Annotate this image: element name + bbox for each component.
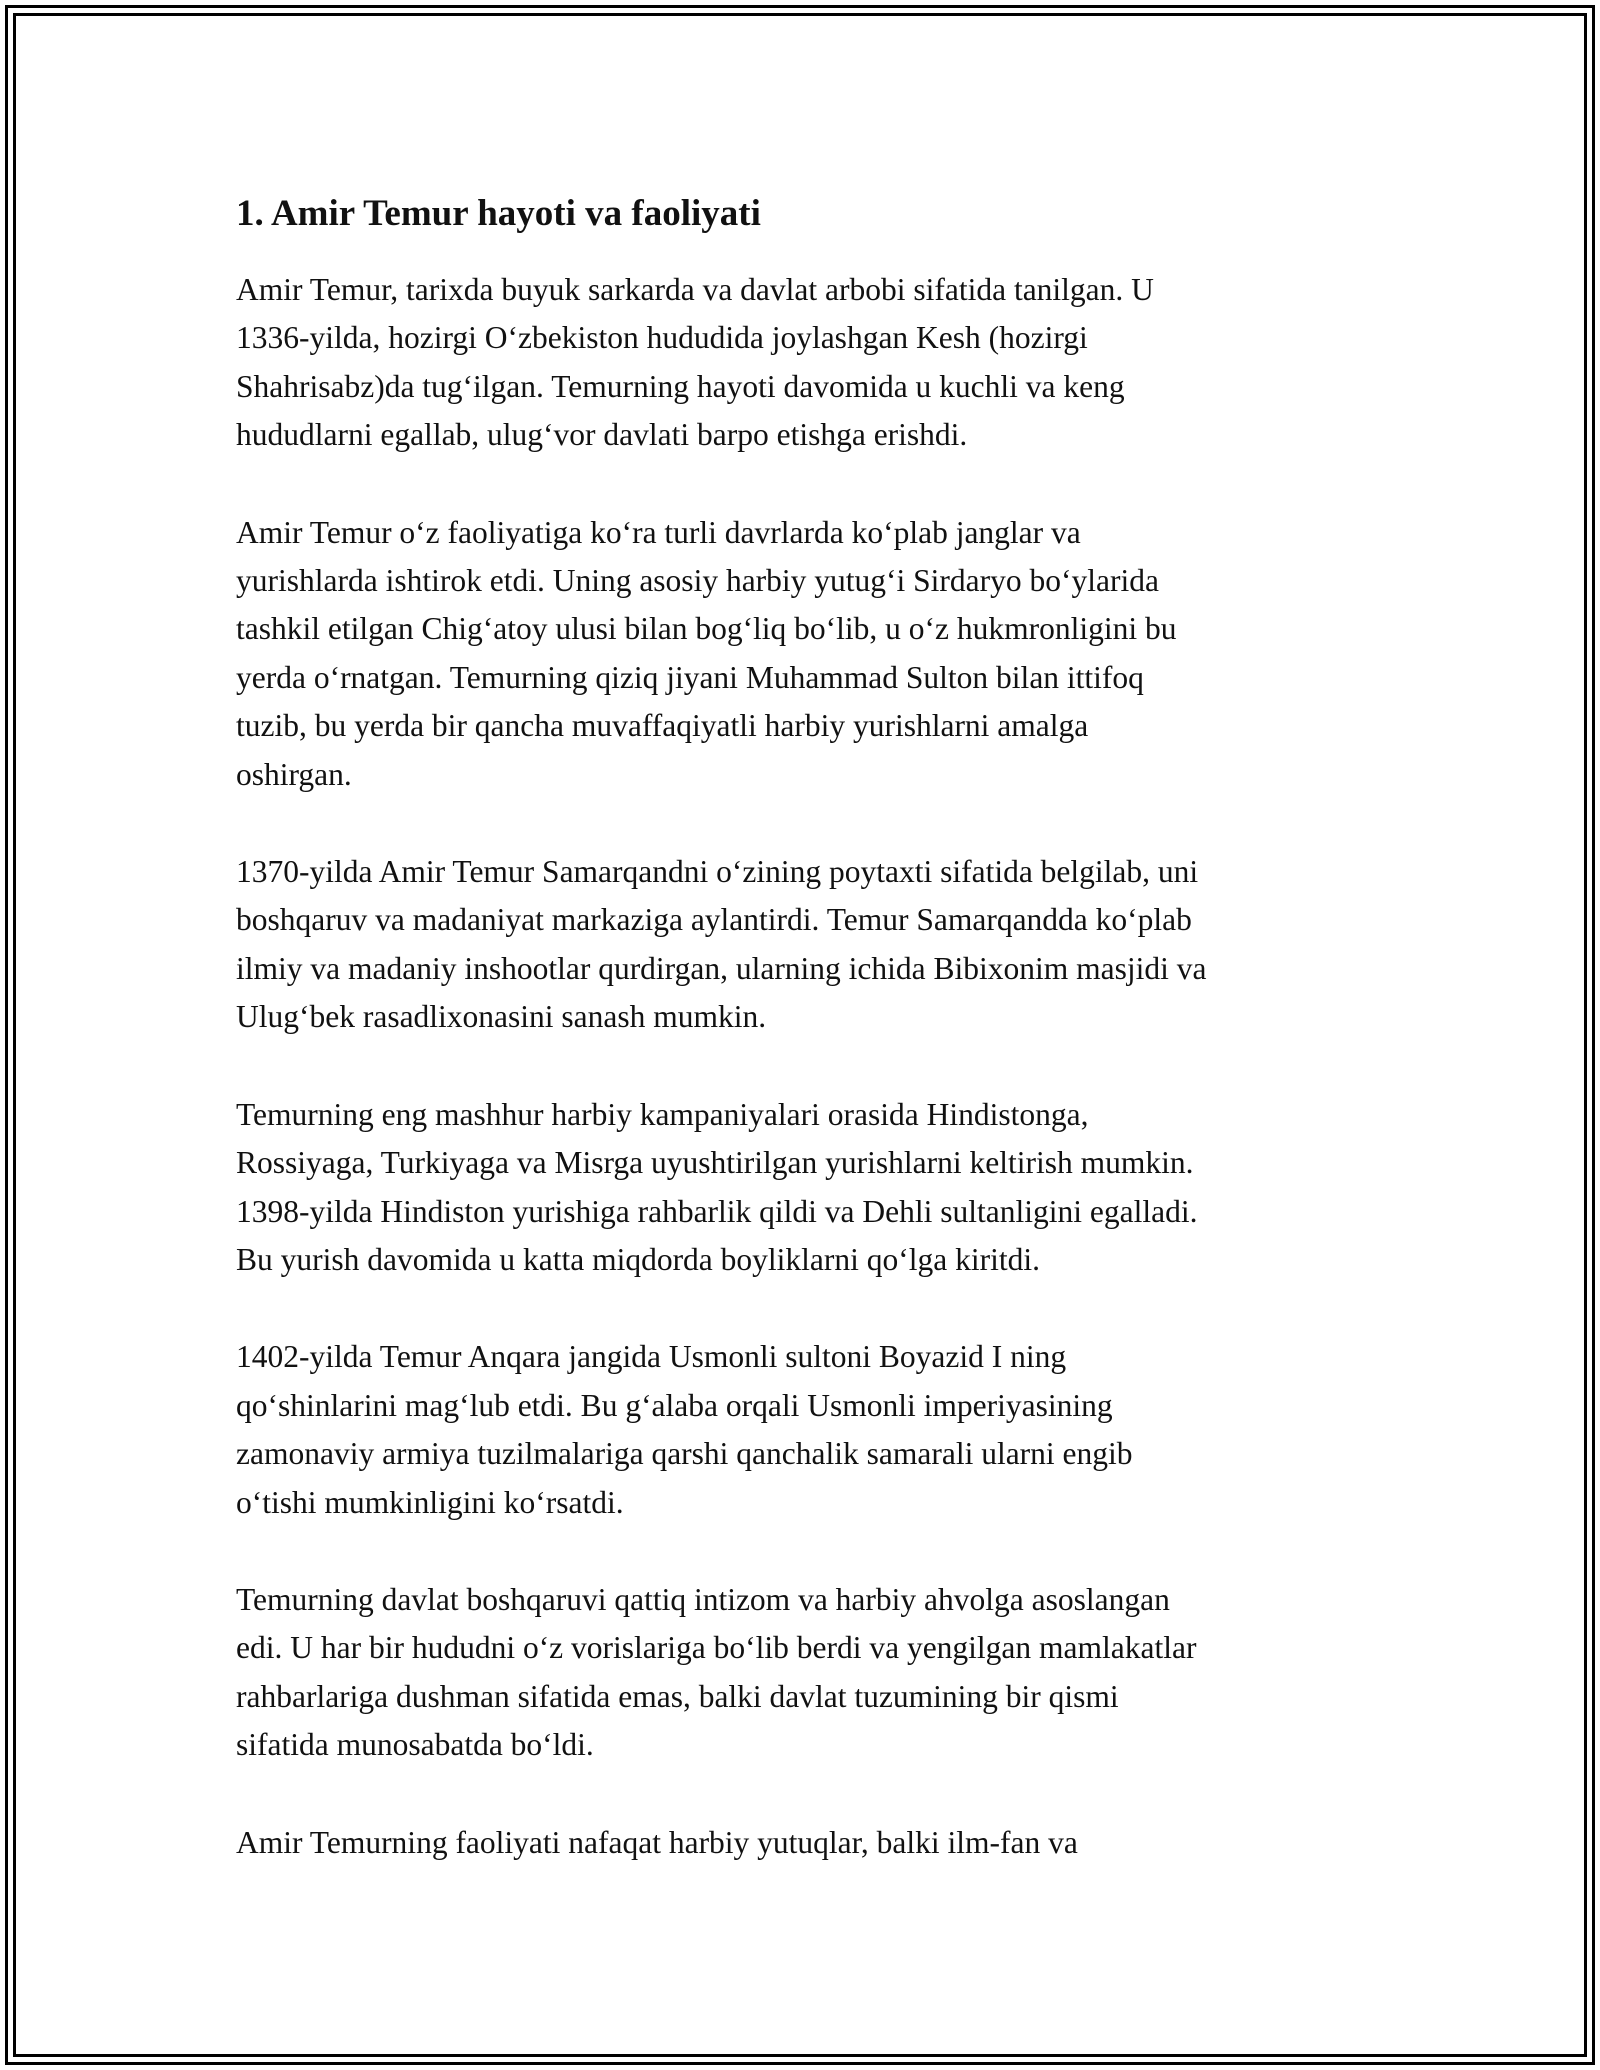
document-title: 1. Amir Temur hayoti va faoliyati [236,193,761,234]
paragraph-5: 1402-yilda Temur Anqara jangida Usmonli sultoni Boyazid I ning qo‘shinlarini mag‘lub etdi. Bu g‘alaba orqali Usmonli imperiyasining zamonaviy armiya tuzilmalariga qarshi qanchalik samarali ularni engib o‘tishi mumkinligini ko‘rsatdi. [236,1339,1133,1520]
paragraph-7: Amir Temurning faoliyati nafaqat harbiy yutuqlar, balki ilm-fan va [236,1824,1078,1860]
paragraph-1: Amir Temur, tarixda buyuk sarkarda va davlat arbobi sifatida tanilgan. U 1336-yilda, hozirgi O‘zbekiston hududida joylashgan Kesh (hozirgi Shahrisabz)da tug‘ilgan. Temurning hayoti davomida u kuchli va keng hududlarni egallab, ulug‘vor davlati barpo etishga erishdi. [236,272,1154,453]
document-body [236,186,1376,1916]
paragraph-3: 1370-yilda Amir Temur Samarqandni o‘zining poytaxti sifatida belgilab, uni boshqaruv va madaniyat markaziga aylantirdi. Temur Samarqandda ko‘plab ilmiy va madaniy inshootlar qurdirgan, ularning ichida Bibixonim masjidi va Ulug‘bek rasadlixonasini sanash mumkin. [236,854,1207,1035]
paragraph-2: Amir Temur o‘z faoliyatiga ko‘ra turli davrlarda ko‘plab janglar va yurishlarda ishtirok etdi. Uning asosiy harbiy yutug‘i Sirdaryo bo‘ylarida tashkil etilgan Chig‘atoy ulusi bilan bog‘liq bo‘lib, u o‘z hukmronligini bu yerda o‘rnatgan. Temurning qiziq jiyani Muhammad Sulton bilan ittifoq tuzib, bu yerda bir qancha muvaffaqiyatli harbiy yurishlarni amalga oshirgan. [236,514,1177,792]
paragraph-4: Temurning eng mashhur harbiy kampaniyalari orasida Hindistonga, Rossiyaga, Turkiyaga va Misrga uyushtirilgan yurishlarni keltirish mumkin. 1398-yilda Hindiston yurishiga rahbarlik qildi va Dehli sultanligini egalladi. Bu yurish davomida u katta miqdorda boyliklarni qo‘lga kiritdi. [236,1096,1198,1277]
paragraph-6: Temurning davlat boshqaruvi qattiq intizom va harbiy ahvolga asoslangan edi. U har bir hududni o‘z vorislariga bo‘lib berdi va yengilgan mamlakatlar rahbarlariga dushman sifatida emas, balki davlat tuzumining bir qismi sifatida munosabatda bo‘ldi. [236,1581,1197,1763]
